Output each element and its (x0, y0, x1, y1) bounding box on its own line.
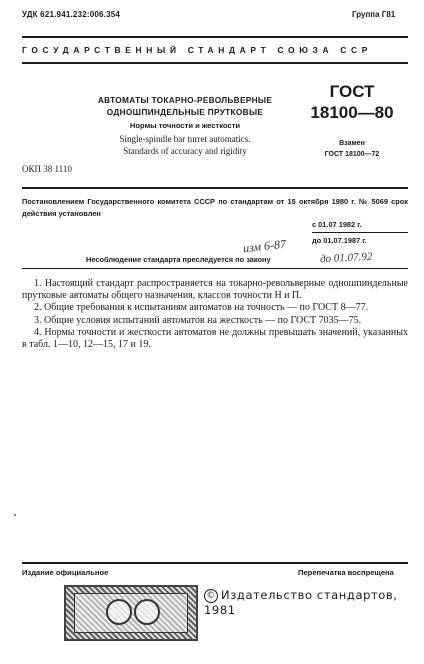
udk-code: УДК 621.941.232:006.354 (22, 10, 121, 19)
handwritten-note-2: до 01.07.92 (319, 250, 373, 266)
copyright-icon: © (204, 589, 218, 603)
gost-label: ГОСТ (329, 82, 375, 101)
replaces-label: Взамен (339, 140, 365, 147)
clause-1: 1. Настоящий стандарт распространяется на токарно-револьверные одношпиндельные прутковые автоматы общего назначения, классов точности Н и П. (22, 278, 408, 302)
official-edition: Издание официальное (22, 568, 109, 577)
top-rule (22, 36, 408, 38)
clause-2: 2. Общие требования к испытаниям автоматов на точность — по ГОСТ 8—77. (34, 302, 369, 314)
validity-from: с 01.07 1982 г. (312, 220, 362, 229)
library-stamp (64, 585, 198, 641)
gost-number: 18100—80 (310, 103, 394, 122)
clause-4: 4. Нормы точности и жесткости автоматов не должны превышать значений, указанных в табл. 1—10, 12—15, 17 и 19. (22, 326, 408, 351)
decree-rule (22, 268, 408, 269)
group-code: Группа Г81 (352, 10, 396, 19)
okp-rule (22, 187, 408, 189)
clause-3: 3. Общие условия испытаний автоматов на жесткость — по ГОСТ 7035—75. (34, 314, 362, 326)
okp-code: ОКП 38 1110 (22, 164, 72, 174)
body-text (22, 278, 408, 351)
title-block (80, 94, 290, 157)
replaces-number: ГОСТ 18100—72 (324, 151, 380, 158)
handwritten-note-1: изм 6-87 (242, 236, 287, 256)
title-line-2: ОДНОШПИНДЕЛЬНЫЕ ПРУТКОВЫЕ (106, 107, 264, 117)
decree-text: Постановлением Государственного комитета СССР по стандартам от 15 октября 1980 г. № 5069 срок действия установлен (22, 197, 408, 218)
stamp-circle-left (106, 599, 132, 625)
validity-to: до 01.07.1987 г. (312, 236, 367, 245)
footer-rule (22, 562, 408, 564)
title-line-1: АВТОМАТЫ ТОКАРНО-РЕВОЛЬВЕРНЫЕ (97, 95, 273, 105)
english-title-2: Standards of accuracy and rigidity (123, 146, 247, 156)
copyright-line (204, 588, 424, 617)
law-warning: Несоблюдение стандарта преследуется по закону (86, 255, 271, 264)
validity-rule (312, 232, 408, 233)
subtitle: Нормы точности и жесткости (129, 121, 241, 130)
scan-mark (14, 514, 16, 516)
standard-banner: ГОСУДАРСТВЕННЫЙ СТАНДАРТ СОЮЗА ССР (22, 45, 373, 55)
banner-rule (22, 62, 408, 64)
stamp-circle-right (134, 599, 160, 625)
copyright-text: Издательство стандартов, 1981 (204, 588, 398, 617)
english-title-1: Single-spindle bar turret automatics. (119, 134, 251, 144)
reprint-prohibited: Перепечатка воспрещена (298, 568, 394, 577)
